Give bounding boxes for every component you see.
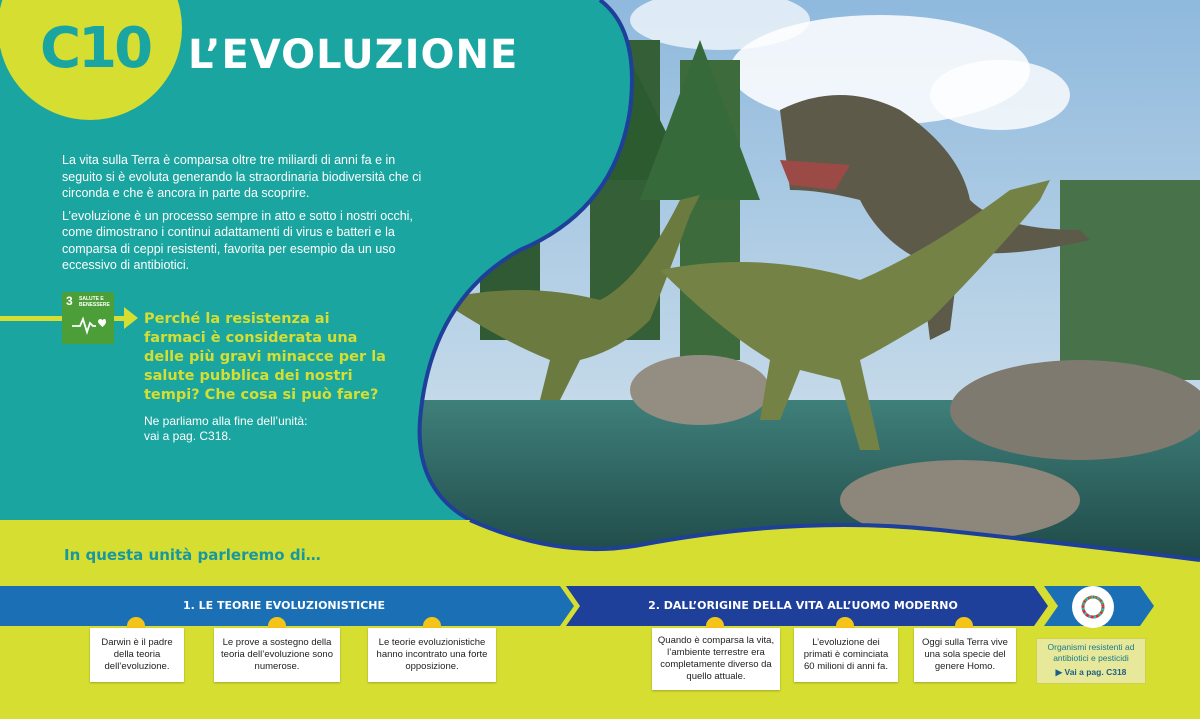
note-line-2: vai a pag. C318. [144, 429, 232, 443]
sdg-number: 3 [66, 294, 73, 308]
section-1-title: 1. LE TEORIE EVOLUZIONISTICHE [182, 599, 386, 612]
heartbeat-icon [72, 314, 106, 336]
topic-card: L’evoluzione dei primati è cominciata 60 milioni di anni fa. [794, 628, 898, 682]
topic-card: Le teorie evoluzionistiche hanno incontrato una forte opposizione. [368, 628, 496, 682]
civic-page-link[interactable] [1037, 667, 1145, 678]
note-line-1: Ne parliamo alla fine dell’unità: [144, 414, 308, 428]
intro-paragraph-2: L’evoluzione è un processo sempre in atto e sotto i nostri occhi, come dimostrano i continui adattamenti di virus e batteri e la comparsa di ceppi resistenti, favorita per esempio da un uso eccessivo di antibiotici. [62, 208, 413, 272]
page-title: L’EVOLUZIONE [188, 32, 519, 78]
topic-card: Oggi sulla Terra vive una sola specie del genere Homo. [914, 628, 1016, 682]
sdg-goal-badge [62, 292, 114, 344]
civic-education-logo [1062, 585, 1124, 629]
play-arrow-icon: ▶ [1055, 667, 1063, 677]
topic-card: Darwin è il padre della teoria dell’evoluzione. [90, 628, 184, 682]
civic-ref-page: C318 [1106, 667, 1127, 677]
question-text: Perché la resistenza ai farmaci è considerata una delle più gravi minacce per la salute pubblica dei nostri tempi? Che cosa si può fare? [144, 311, 386, 403]
civic-box-text: Organismi resistenti ad antibiotici e pesticidi [1047, 642, 1135, 663]
unit-code: C10 [40, 16, 151, 81]
topic-card: Quando è comparsa la vita, l’ambiente terrestre era completamente diverso da quello attuale. [652, 628, 780, 690]
page-reference-note [144, 414, 307, 444]
overview-heading: In questa unità parleremo di… [64, 546, 321, 564]
intro-text [62, 152, 422, 280]
sdg-arrow-icon [124, 307, 138, 329]
section-2-title: 2. DALL’ORIGINE DELLA VITA ALL’UOMO MODERNO [648, 599, 958, 612]
sdg-label: SALUTE E BENESSERE [79, 296, 110, 308]
civic-education-box [1036, 638, 1146, 684]
topic-card: Le prove a sostegno della teoria dell’evoluzione sono numerose. [214, 628, 340, 682]
intro-paragraph-1: La vita sulla Terra è comparsa oltre tre miliardi di anni fa e in seguito si è evoluta generando la straordinaria biodiversità che ci circonda e che è ancora in parte da scoprire. [62, 153, 422, 200]
civic-ref-prefix: Vai a pag. [1064, 667, 1104, 677]
